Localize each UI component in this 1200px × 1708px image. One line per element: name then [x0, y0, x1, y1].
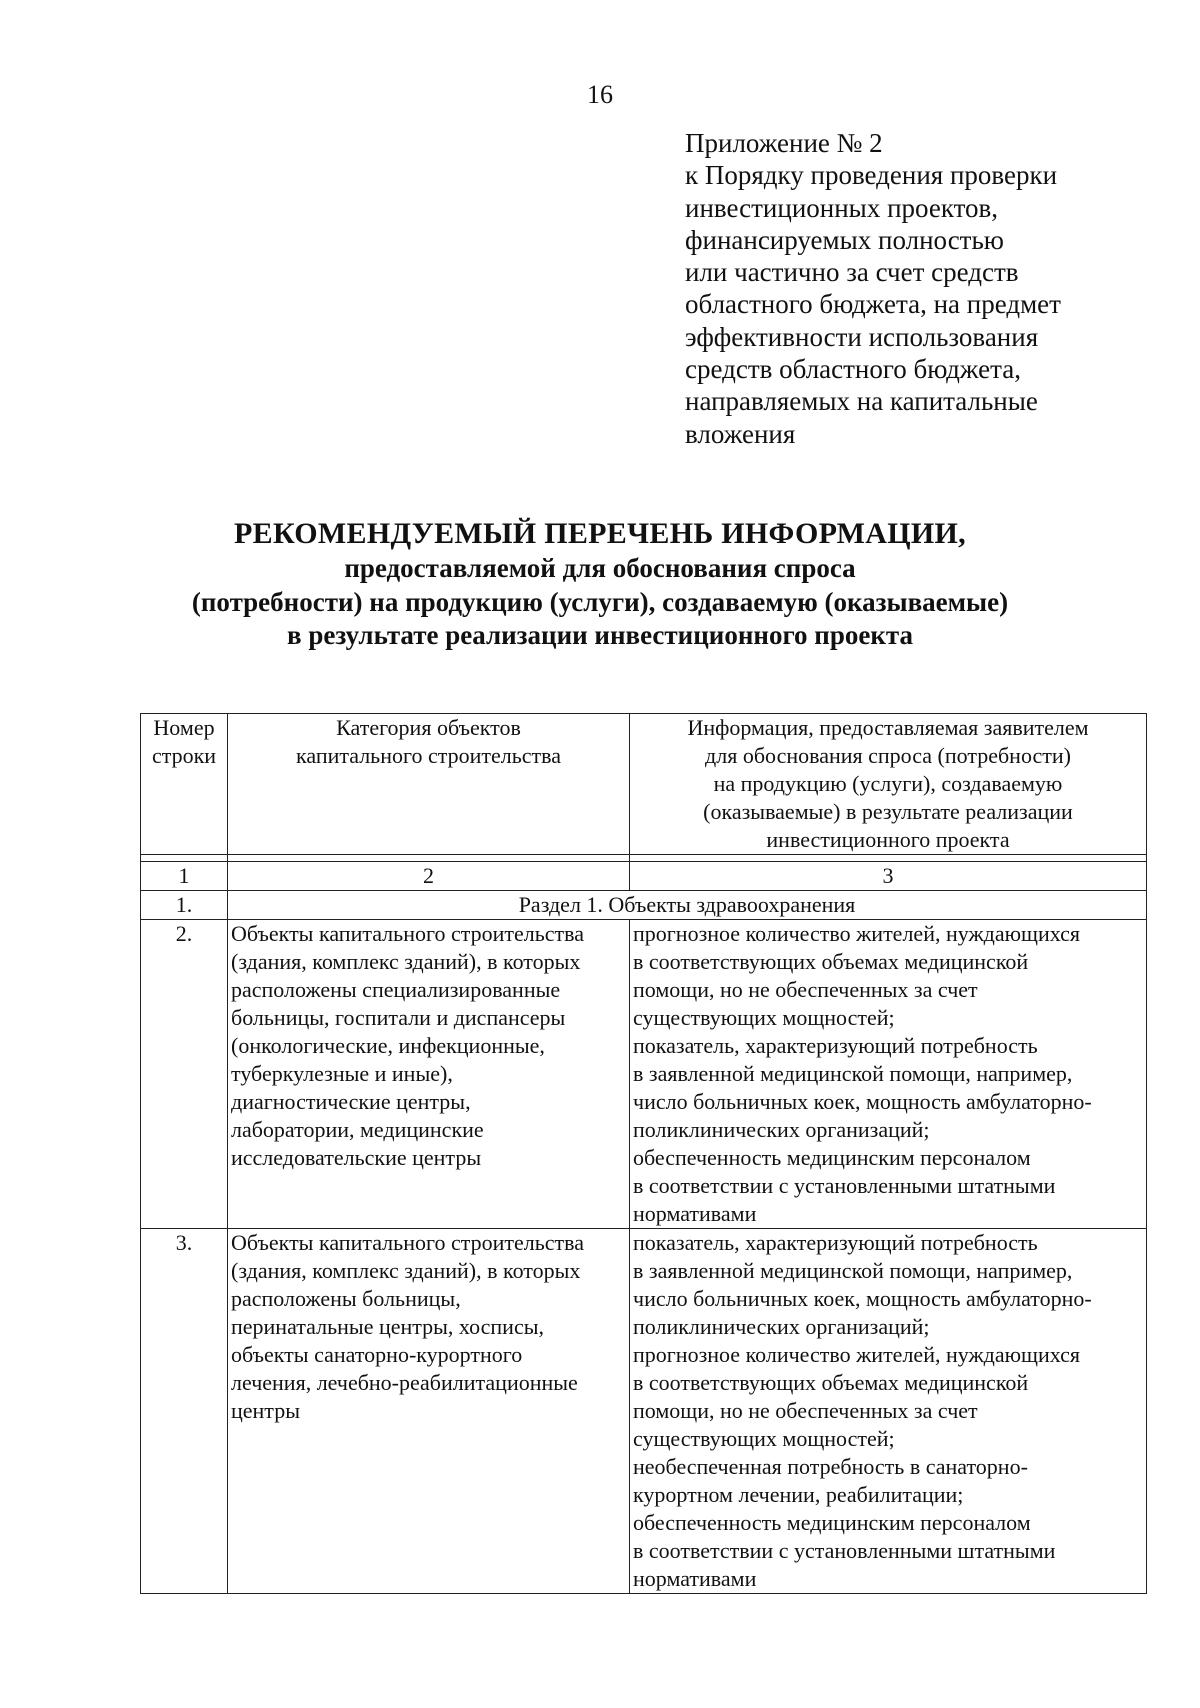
info-line: обеспеченность медицинским персоналом	[633, 1510, 1031, 1535]
header-text: Категория объектов	[336, 715, 521, 740]
info-line: необеспеченная потребность в санаторно-	[633, 1454, 1028, 1479]
appendix-line: финансируемых полностью	[685, 224, 1004, 255]
section-number: 1.	[141, 891, 228, 920]
appendix-block	[685, 127, 1165, 450]
category-line: перинатальные центры, хосписы,	[231, 1314, 544, 1339]
row-category	[228, 1229, 630, 1594]
document-title	[0, 516, 1200, 653]
category-line: Объекты капитального строительства	[231, 921, 584, 946]
title-sub-line: (потребности) на продукцию (услуги), создаваемую (оказываемые)	[191, 586, 1009, 617]
row-information	[630, 1229, 1147, 1594]
info-line: показатель, характеризующий потребность	[633, 1230, 1038, 1255]
header-row-number	[141, 714, 228, 855]
info-line: прогнозное количество жителей, нуждающихся	[633, 921, 1081, 946]
header-text: капитального строительства	[295, 743, 562, 768]
row-information	[630, 920, 1147, 1229]
header-text: для обоснования спроса (потребности)	[705, 743, 1071, 768]
info-line: в соответствии с установленными штатными	[633, 1173, 1056, 1198]
category-line: лечения, лечебно-реабилитационные	[231, 1370, 578, 1395]
header-text: (оказываемые) в результате реализации	[703, 799, 1073, 824]
appendix-line: вложения	[685, 418, 796, 449]
header-text: Номер	[153, 715, 215, 740]
category-line: исследовательские центры	[231, 1145, 482, 1170]
info-line: помощи, но не обеспеченных за счет	[633, 977, 978, 1002]
info-line: в заявленной медицинской помощи, например,	[633, 1061, 1073, 1086]
category-line: (здания, комплекс зданий), в которых	[231, 1258, 581, 1283]
category-line: больницы, госпитали и диспансеры	[231, 1005, 566, 1030]
category-line: центры	[231, 1398, 300, 1423]
info-line: прогнозное количество жителей, нуждающихся	[633, 1342, 1081, 1367]
info-line: показатель, характеризующий потребность	[633, 1033, 1038, 1058]
table-row	[141, 1229, 1147, 1594]
title-main: РЕКОМЕНДУЕМЫЙ ПЕРЕЧЕНЬ ИНФОРМАЦИИ,	[234, 517, 966, 550]
category-line: (здания, комплекс зданий), в которых	[231, 949, 581, 974]
page-number: 16	[587, 80, 613, 109]
info-line: в соответствующих объемах медицинской	[633, 949, 1029, 974]
appendix-line: эффективности использования	[685, 321, 1039, 352]
section-row	[141, 891, 1147, 920]
appendix-line: областного бюджета, на предмет	[685, 289, 1061, 320]
title-sub-line: в результате реализации инвестиционного проекта	[286, 620, 914, 650]
category-line: расположены больницы,	[231, 1286, 461, 1311]
info-line: поликлинических организаций;	[633, 1117, 930, 1142]
info-line: существующих мощностей;	[633, 1426, 895, 1451]
header-text: Информация, предоставляемая заявителем	[687, 715, 1089, 740]
info-line: число больничных коек, мощность амбулаторно-	[633, 1089, 1092, 1114]
header-category	[228, 714, 630, 855]
table-row	[141, 920, 1147, 1229]
category-line: расположены специализированные	[231, 977, 561, 1002]
title-sub-line: предоставляемой для обоснования спроса	[344, 553, 856, 583]
table-header-row	[141, 714, 1147, 855]
appendix-line: средств областного бюджета,	[685, 354, 1021, 385]
section-label: Раздел 1. Объекты здравоохранения	[228, 891, 1147, 920]
info-line: курортном лечении, реабилитации;	[633, 1482, 964, 1507]
row-number: 2.	[141, 920, 228, 1229]
info-line: в соответствии с установленными штатными	[633, 1538, 1056, 1563]
category-line: туберкулезные и иные),	[231, 1061, 453, 1086]
category-line: лаборатории, медицинские	[231, 1117, 484, 1142]
appendix-line: к Порядку проведения проверки	[685, 160, 1058, 191]
appendix-line: инвестиционных проектов,	[685, 192, 999, 223]
category-line: объекты санаторно-курортного	[231, 1342, 523, 1367]
info-line: число больничных коек, мощность амбулаторно-	[633, 1286, 1092, 1311]
appendix-line: Приложение № 2	[685, 128, 883, 158]
info-line: помощи, но не обеспеченных за счет	[633, 1398, 978, 1423]
info-line: нормативами	[633, 1201, 757, 1226]
info-line: существующих мощностей;	[633, 1005, 895, 1030]
row-number: 3.	[141, 1229, 228, 1594]
info-line: в заявленной медицинской помощи, например,	[633, 1258, 1073, 1283]
info-line: поликлинических организаций;	[633, 1314, 930, 1339]
header-text: на продукцию (услуги), создаваемую	[713, 771, 1063, 796]
info-line: обеспеченность медицинским персоналом	[633, 1145, 1031, 1170]
column-number: 2	[228, 862, 630, 891]
category-line: Объекты капитального строительства	[231, 1230, 584, 1255]
table-gap	[141, 855, 1147, 862]
appendix-line: или частично за счет средств	[685, 257, 1019, 288]
column-number: 3	[630, 862, 1147, 891]
appendix-line: направляемых на капитальные	[685, 386, 1038, 417]
column-number-row	[141, 862, 1147, 891]
header-text: инвестиционного проекта	[766, 827, 1010, 852]
header-information	[630, 714, 1147, 855]
info-line: нормативами	[633, 1566, 757, 1591]
column-number: 1	[141, 862, 228, 891]
category-line: (онкологические, инфекционные,	[231, 1033, 545, 1058]
header-text: строки	[151, 743, 217, 768]
row-category	[228, 920, 630, 1229]
category-line: диагностические центры,	[231, 1089, 471, 1114]
info-line: в соответствующих объемах медицинской	[633, 1370, 1029, 1395]
info-table	[140, 713, 1147, 1594]
